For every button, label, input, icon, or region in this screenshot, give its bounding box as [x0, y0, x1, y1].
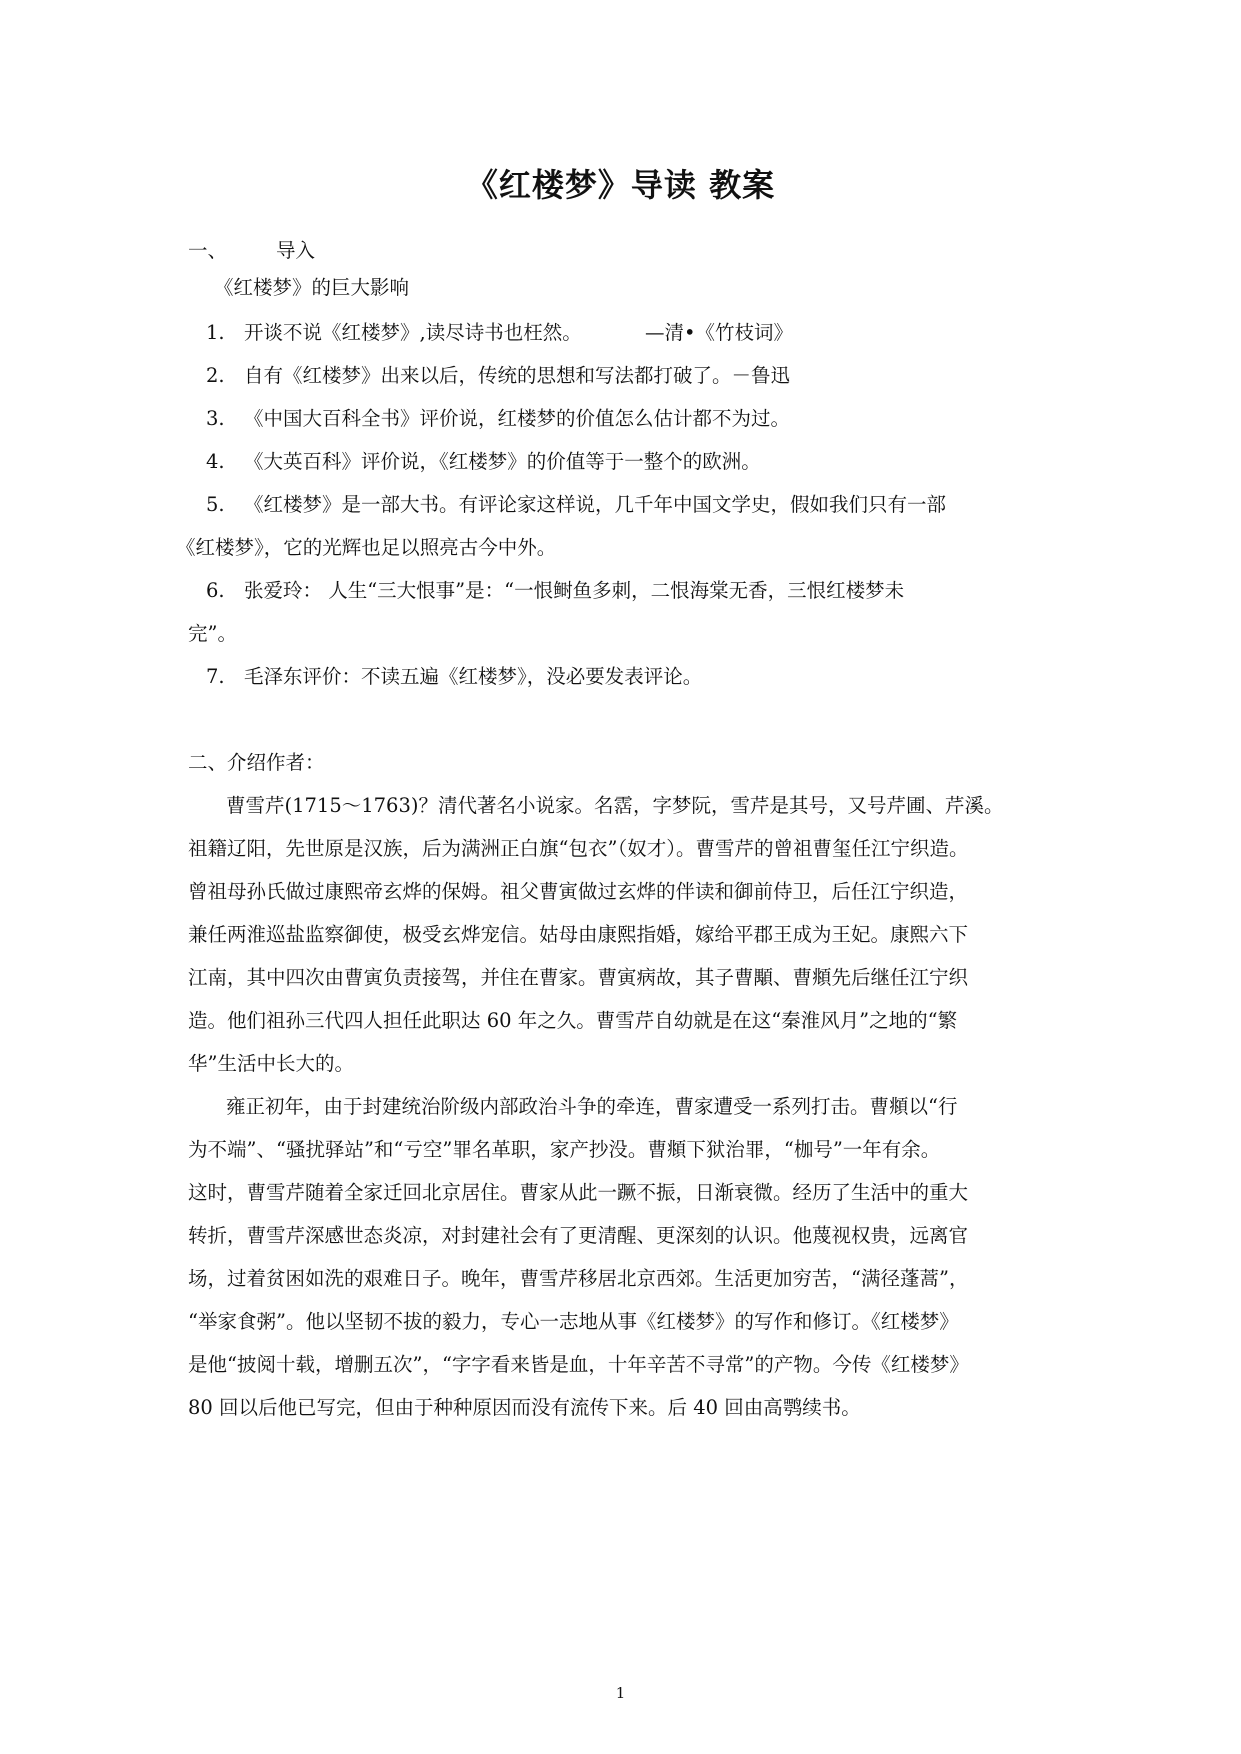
paragraph-line: 这时，曹雪芹随着全家迁回北京居住。曹家从此一蹶不振，日渐衰微。经历了生活中的重大 — [188, 1181, 969, 1204]
quote-source: —清•《竹枝词》 — [645, 321, 794, 344]
list-item — [206, 404, 790, 434]
list-item-number: 5. — [206, 493, 225, 516]
list-item-number: 1. — [206, 321, 225, 344]
paragraph-line: 江南，其中四次由曹寅负责接驾，并住在曹家。曹寅病故，其子曹顒、曹頫先后继任江宁织 — [188, 966, 969, 989]
page-number: 1 — [615, 1684, 626, 1702]
paragraph-line: 场，过着贫困如洗的艰难日子。晚年，曹雪芹移居北京西郊。生活更加穷苦，“满径蓬蒿”， — [188, 1267, 969, 1290]
list-item-number: 2. — [206, 364, 225, 387]
list-item-number: 7. — [206, 665, 225, 688]
list-item-continuation: 完”。 — [188, 622, 237, 645]
list-item — [206, 361, 790, 391]
list-item-number: 4. — [206, 450, 225, 473]
list-item-text: 开谈不说《红楼梦》,读尽诗书也枉然。 — [244, 321, 582, 344]
list-item — [206, 447, 761, 477]
list-item — [206, 662, 702, 692]
paragraph-line: 是他“披阅十载，增删五次”，“字字看来皆是血，十年辛苦不寻常”的产物。今传《红楼梦》 — [188, 1353, 969, 1376]
paragraph-line: 曹雪芹(1715～1763)？清代著名小说家。名霑，字梦阮，雪芹是其号，又号芹圃、芹溪。 — [226, 794, 1004, 817]
list-item-text: 张爱玲： 人生“三大恨事”是：“一恨鲥鱼多刺，二恨海棠无香，三恨红楼梦未 — [244, 579, 905, 602]
list-item-text: 毛泽东评价：不读五遍《红楼梦》，没必要发表评论。 — [244, 665, 703, 688]
section-2-title: 二、介绍作者： — [188, 751, 325, 774]
list-item-number: 6. — [206, 579, 225, 602]
section-1-subtitle: 《红楼梦》的巨大影响 — [214, 276, 410, 299]
paragraph-line: 为不端”、“骚扰驿站”和“亏空”罪名革职，家产抄没。曹頫下狱治罪，“枷号”一年有余。 — [188, 1138, 941, 1161]
list-item — [206, 576, 904, 606]
list-item-number: 3. — [206, 407, 225, 430]
list-item-text: 《中国大百科全书》评价说，红楼梦的价值怎么估计都不为过。 — [244, 407, 791, 430]
section-1-number: 一、 — [188, 239, 228, 262]
list-item — [206, 318, 582, 348]
paragraph-line: “举家食粥”。他以坚韧不拔的毅力，专心一志地从事《红楼梦》的写作和修订。《红楼梦》 — [188, 1310, 959, 1333]
paragraph-line: 80 回以后他已写完，但由于种种原因而没有流传下来。后 40 回由高鹗续书。 — [188, 1396, 861, 1419]
paragraph-line: 造。他们祖孙三代四人担任此职达 60 年之久。曹雪芹自幼就是在这“秦淮风月”之地的“繁 — [188, 1009, 958, 1032]
paragraph-line: 曾祖母孙氏做过康熙帝玄烨的保姆。祖父曹寅做过玄烨的伴读和御前侍卫，后任江宁织造， — [188, 880, 969, 903]
paragraph-line: 兼任两淮巡盐监察御使，极受玄烨宠信。姑母由康熙指婚，嫁给平郡王成为王妃。康熙六下 — [188, 923, 969, 946]
list-item-continuation: 《红楼梦》，它的光辉也足以照亮古今中外。 — [176, 536, 557, 559]
paragraph-line: 转折，曹雪芹深感世态炎凉，对封建社会有了更清醒、更深刻的认识。他蔑视权贵，远离官 — [188, 1224, 969, 1247]
section-1-title: 导入 — [276, 239, 316, 262]
document-title: 《红楼梦》导读 教案 — [465, 166, 776, 204]
paragraph-line: 祖籍辽阳，先世原是汉族，后为满洲正白旗“包衣”（奴才）。曹雪芹的曾祖曹玺任江宁织造。 — [188, 837, 969, 860]
list-item-text: 《红楼梦》是一部大书。有评论家这样说，几千年中国文学史，假如我们只有一部 — [244, 493, 947, 516]
paragraph-line: 雍正初年，由于封建统治阶级内部政治斗争的牵连，曹家遭受一系列打击。曹頫以“行 — [226, 1095, 958, 1118]
list-item-text: 《大英百科》评价说，《红楼梦》的价值等于一整个的欧洲。 — [244, 450, 761, 473]
paragraph-line: 华”生活中长大的。 — [188, 1052, 354, 1075]
list-item-text: 自有《红楼梦》出来以后，传统的思想和写法都打破了。－鲁迅 — [244, 364, 791, 387]
list-item — [206, 490, 946, 520]
